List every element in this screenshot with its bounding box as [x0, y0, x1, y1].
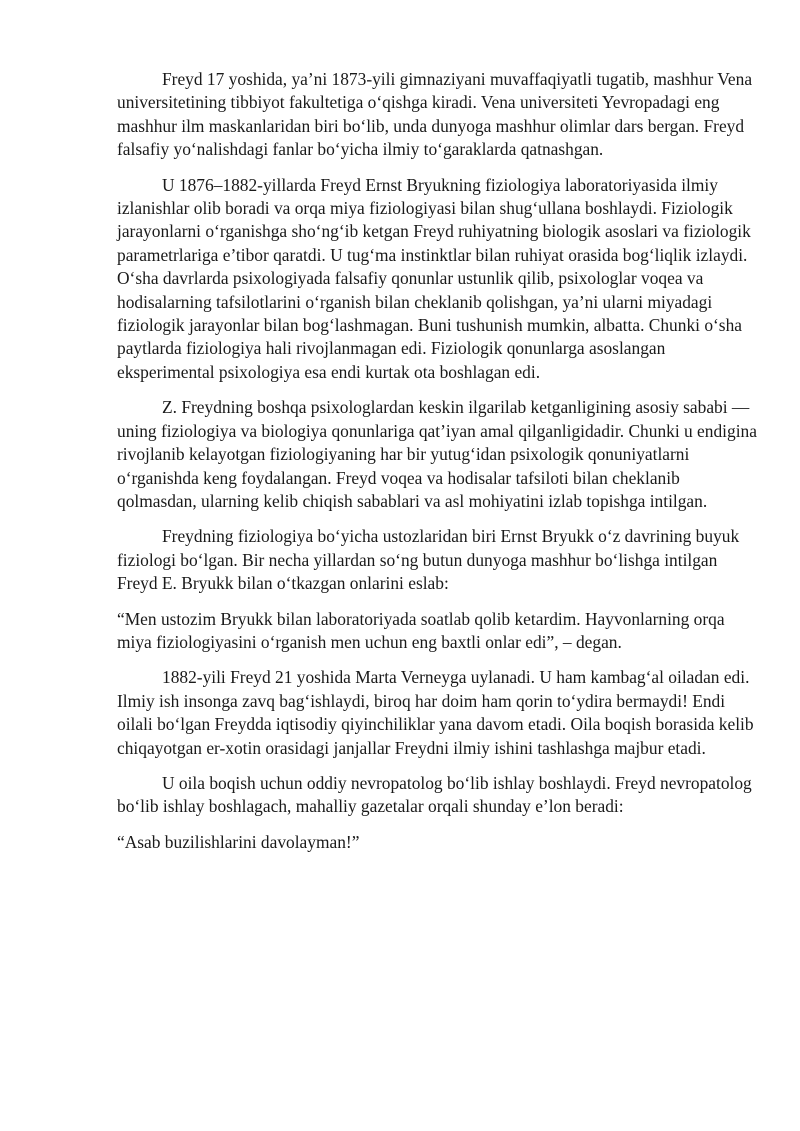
paragraph-marriage: 1882-yili Freyd 21 yoshida Marta Verneyga uylanadi. U ham kambag‘al oiladan edi. Ilmiy ish insonga zavq bag‘ishlaydi, biroq har doim ham qorin to‘ydira bermaydi! Endi oilali bo‘lgan Freydda iqtisodiy qiyinchiliklar yana davom etadi. Oila boqish borasida kelib chiqayotgan er-xotin orasidagi janjallar Freydni ilmiy ishini tashlashga majbur etadi.: [117, 667, 754, 758]
paragraph-bryukk-teacher: Freydning fiziologiya bo‘yicha ustozlaridan biri Ernst Bryukk o‘z davrining buyuk fiziologi bo‘lgan. Bir necha yillardan so‘ng butun dunyoga mashhur bo‘lishga intilgan Freyd E. Bryukk bilan o‘tkazgan onlarini eslab:: [117, 526, 740, 594]
quote-announcement: “Asab buzilishlarini davolayman!”: [117, 831, 360, 852]
paragraph-physiology-lab: U 1876–1882-yillarda Freyd Ernst Bryukning fiziologiya laboratoriyasida ilmiy izlanishlar olib boradi va orqa miya fiziologiyasi bilan shug‘ullana boshlaydi. Fiziologik jarayonlarni o‘rganishga sho‘ng‘ib ketgan Freyd ruhiyatning biologik asoslari va fiziologik parametrlariga e’tibor qaratdi. U tug‘ma instinktlar bilan ruhiyat orasida bog‘liqlik izlaydi. O‘sha davrlarda psixologiyada falsafiy qonunlar ustunlik qilib, psixologlar voqea va hodisalarning tafsilotlarini o‘rganish bilan cheklanib qolishgan, ya’ni ularni miyadagi fiziologik jarayonlar bilan bog‘lashmagan. Buni tushunish mumkin, albatta. Chunki o‘sha paytlarda fiziologiya hali rivojlanmagan edi. Fiziologik qonunlarga asoslangan eksperimental psixologiya esa endi kurtak ota boshlagan edi.: [117, 174, 751, 382]
paragraph-neuropathologist: U oila boqish uchun oddiy nevropatolog bo‘lib ishlay boshlaydi. Freyd nevropatolog bo‘lib ishlay boshlagach, mahalliy gazetalar orqali shunday e’lon beradi:: [117, 772, 752, 817]
document-page: [117, 68, 757, 866]
quote-bryukk: “Men ustozim Bryukk bilan laboratoriyada soatlab qolib ketardim. Hayvonlarning orqa miya fiziologiyasini o‘rganish men uchun eng baxtli onlar edi”, – degan.: [117, 608, 725, 652]
paragraph-advantage: Z. Freydning boshqa psixologlardan keskin ilgarilab ketganligining asosiy sababi — uning fiziologiya va biologiya qonunlariga qat’iyan amal qilganligidadir. Chunki u endigina rivojlanib kelayotgan fiziologiyaning har bir yutug‘idan psixologik qonuniyatlarni o‘rganishda keng foydalangan. Freyd voqea va hodisalar tafsiloti bilan cheklanib qolmasdan, ularning kelib chiqish sabablari va asl mohiyatini izlab topishga intilgan.: [117, 397, 757, 511]
paragraph-gymnasium: Freyd 17 yoshida, ya’ni 1873-yili gimnaziyani muvaffaqiyatli tugatib, mashhur Vena universitetining tibbiyot fakultetiga o‘qishga kiradi. Vena universiteti Yevropadagi eng mashhur ilm maskanlaridan biri bo‘lib, unda dunyoga mashhur olimlar dars bergan. Freyd falsafiy yo‘nalishdagi fanlar bo‘yicha ilmiy to‘garaklarda qatnashgan.: [117, 69, 753, 160]
